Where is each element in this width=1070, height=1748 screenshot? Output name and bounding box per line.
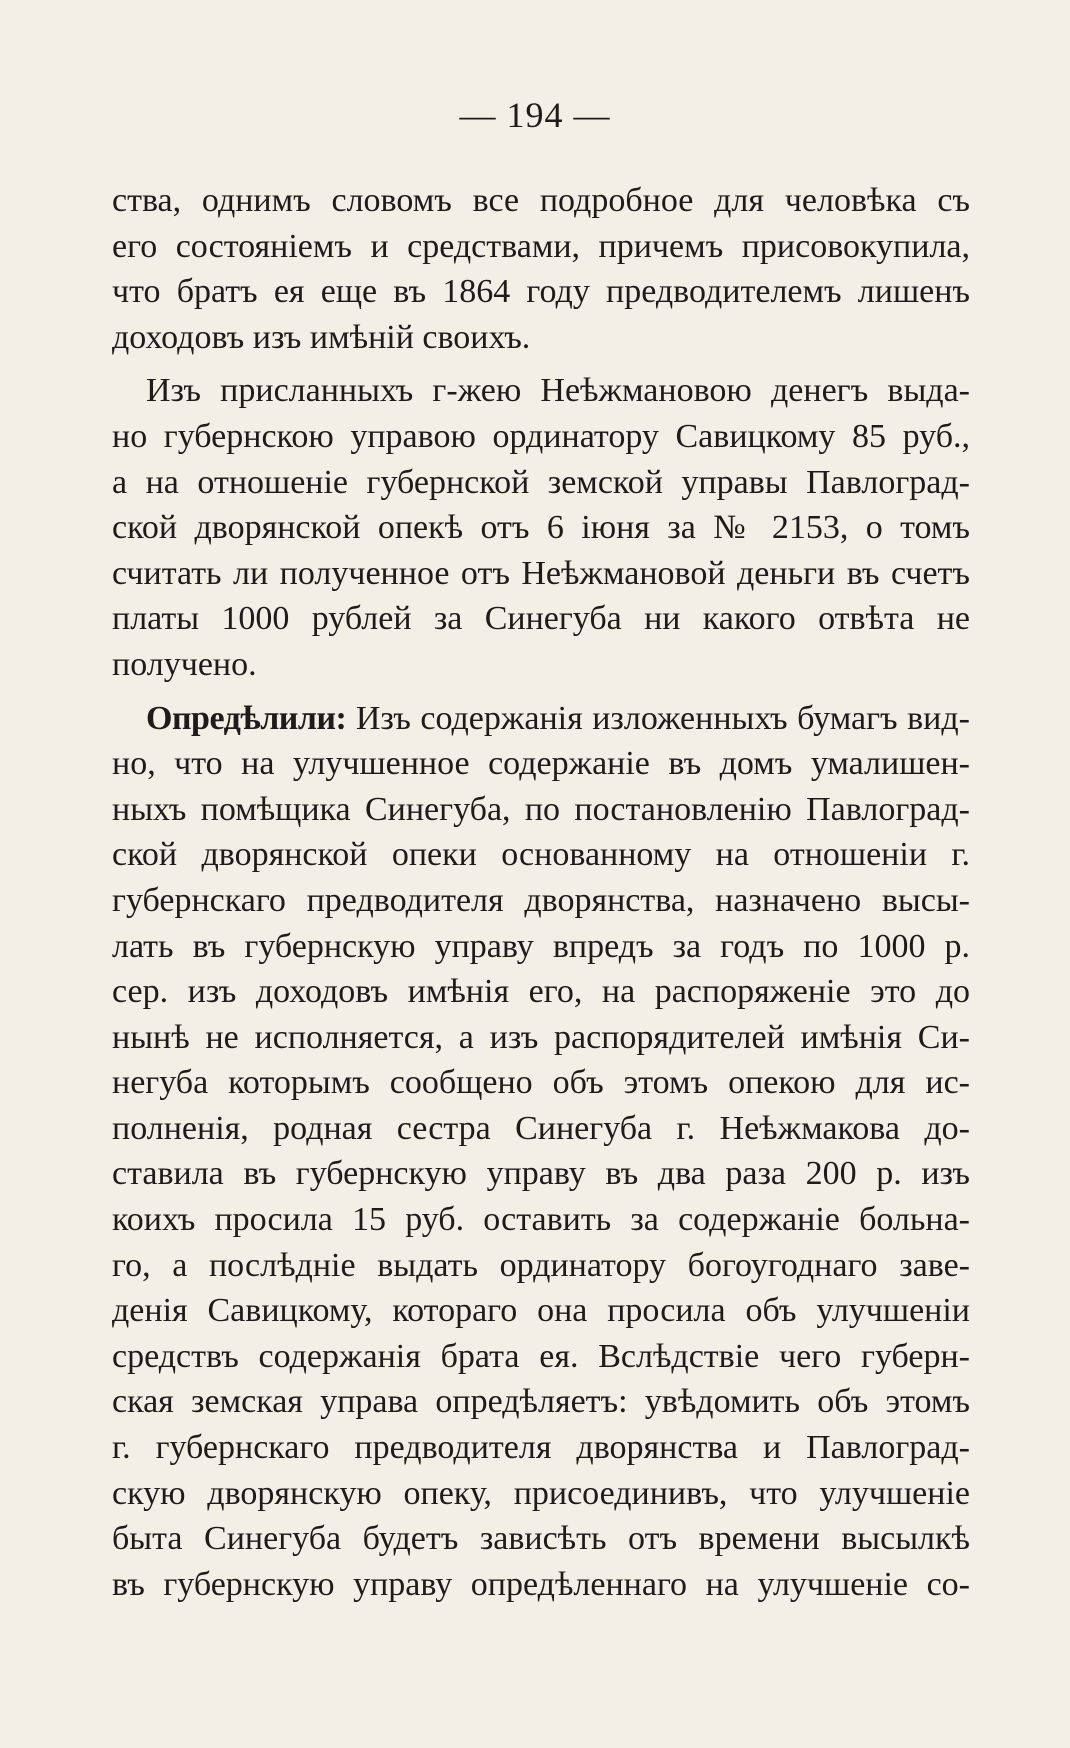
text-line: Изъ присланныхъ г-жею Неѣжмановою денегъ выда- [146,372,970,410]
paragraph-3 [112,696,970,1608]
text-line: средствъ содержанія брата ея. Вслѣдствіе чего губерн- [112,1337,970,1375]
text-line: губернскаго предводителя дворянства, назначено высы- [112,881,970,919]
text-line: полненія, родная сестра Синегуба г. Неѣжмакова до- [112,1109,970,1147]
text-line: сер. изъ доходовъ имѣнія его, на распоряженіе это до [112,973,970,1011]
body-text [112,178,970,1607]
resolution-heading: Опредѣлили: [146,699,347,737]
text-line: платы 1000 рублей за Синегуба ни какого отвѣта не [112,600,970,638]
text-line: быта Синегуба будетъ зависѣть отъ времени высылкѣ [112,1520,970,1558]
text-line: ныхъ помѣщика Синегуба, по постановленію Павлоград- [112,790,970,828]
text-line: нынѣ не исполняется, а изъ распорядителей имѣнія Си- [112,1018,970,1056]
text-line: коихъ просила 15 руб. оставить за содержаніе больна- [112,1201,970,1239]
text-line: лать въ губернскую управу впредъ за годъ по 1000 р. [112,927,970,965]
text-line: его состояніемъ и средствами, причемъ присовокупила, [112,227,970,265]
text-line: ства, однимъ словомъ все подробное для человѣка съ [112,182,970,219]
text-line: Изъ содержанія изложенныхъ бумагъ вид- [355,699,970,737]
text-line: получено. [112,645,257,683]
text-line: доходовъ изъ имѣній своихъ. [112,318,531,356]
text-line: въ губернскую управу опредѣленнаго на улучшеніе со- [112,1565,970,1603]
text-line: ставила въ губернскую управу въ два раза 200 р. изъ [112,1155,970,1193]
text-line: считать ли полученное отъ Неѣжмановой деньги въ счетъ [112,554,970,592]
text-line: негуба которымъ сообщено объ этомъ опекою для ис- [112,1064,970,1102]
text-line: а на отношеніе губернской земской управы Павлоград- [112,463,970,501]
text-line: ская земская управа опредѣляетъ: увѣдомить объ этомъ [112,1383,970,1421]
text-line: денія Савицкому, котораго она просила объ улучшеніи [112,1292,970,1330]
text-line-with-lead [112,696,970,742]
text-line: г. губернскаго предводителя дворянства и Павлоград- [112,1429,970,1467]
text-line: ской дворянской опекѣ отъ 6 іюня за № 2153, о томъ [112,509,970,547]
text-line: но, что на улучшенное содержаніе въ домъ умалишен- [112,745,970,783]
text-line: скую дворянскую опеку, присоединивъ, что улучшеніе [112,1474,970,1512]
text-line: ской дворянской опеки основанному на отношеніи г. [112,836,970,874]
paragraph-1 [112,178,970,360]
text-line: го, а послѣдніе выдать ординатору богоугоднаго заве- [112,1246,970,1284]
text-line: но губернскою управою ординатору Савицкому 85 руб., [112,417,970,455]
paragraph-2 [112,368,970,687]
page-number: — 194 — [459,95,611,135]
text-line: что братъ ея еще въ 1864 году предводителемъ лишенъ [112,273,970,311]
